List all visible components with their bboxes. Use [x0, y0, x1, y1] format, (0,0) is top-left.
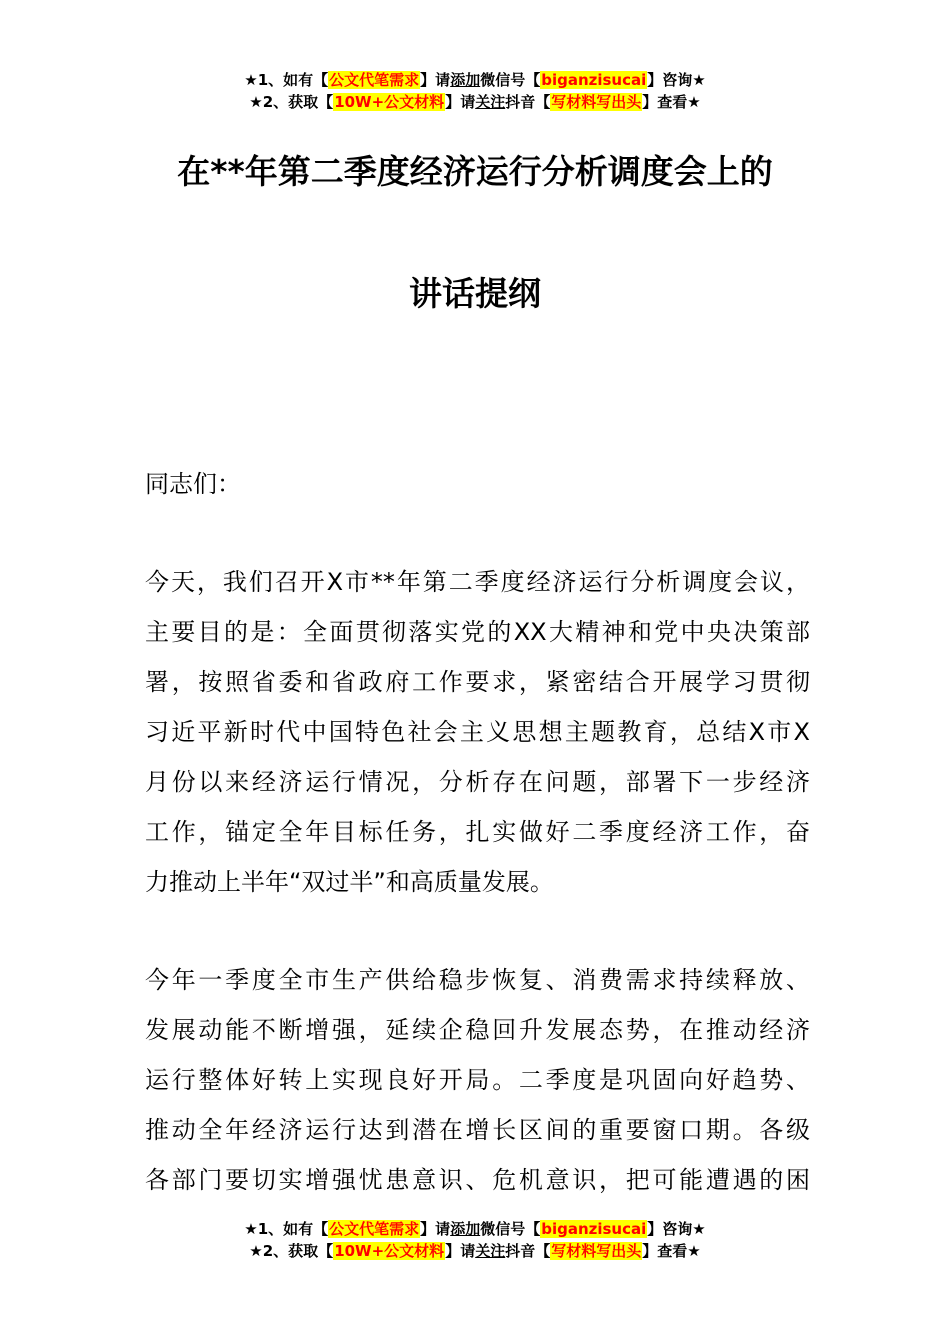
- banner-text: ★2、获取【: [249, 93, 334, 111]
- banner-highlight: 10W+公文材料: [334, 93, 445, 111]
- banner-text: 抖音【: [505, 1242, 551, 1260]
- paragraph-2: [145, 955, 810, 1205]
- banner-highlight: biganzisucai: [541, 1220, 647, 1238]
- banner-highlight: 10W+公文材料: [334, 1242, 445, 1260]
- footer-banner: [0, 1218, 950, 1262]
- banner-text: ★1、如有【: [244, 1220, 329, 1238]
- banner-text: 】请: [445, 93, 476, 111]
- banner-text: 】请: [445, 1242, 476, 1260]
- banner-emphasis: 添加: [450, 1220, 481, 1238]
- paragraph-line: 运行整体好转上实现良好开局。二季度是巩固向好趋势、: [145, 1066, 810, 1094]
- paragraph-line: 各部门要切实增强忧患意识、危机意识，把可能遭遇的困: [145, 1166, 810, 1194]
- banner-line-1: [0, 1218, 950, 1240]
- paragraph-line: 力推动上半年“双过半”和高质量发展。: [145, 868, 554, 896]
- paragraph-line: 习近平新时代中国特色社会主义思想主题教育，总结X市X: [145, 718, 810, 746]
- paragraph-line: 月份以来经济运行情况，分析存在问题，部署下一步经济: [145, 768, 810, 796]
- banner-highlight: 写材料写出头: [551, 1242, 642, 1260]
- banner-text: 】咨询★: [647, 1220, 706, 1238]
- banner-line-1: [0, 69, 950, 91]
- paragraph-line: 推动全年经济运行达到潜在增长区间的重要窗口期。各级: [145, 1116, 810, 1144]
- banner-emphasis: 关注: [475, 1242, 506, 1260]
- paragraph-line: 工作，锚定全年目标任务，扎实做好二季度经济工作，奋: [145, 818, 810, 846]
- paragraph-line: 署，按照省委和省政府工作要求，紧密结合开展学习贯彻: [145, 668, 810, 696]
- banner-text: ★1、如有【: [244, 71, 329, 89]
- banner-text: 】查看★: [642, 93, 701, 111]
- banner-emphasis: 添加: [450, 71, 481, 89]
- banner-text: 抖音【: [505, 93, 551, 111]
- paragraph-line: 发展动能不断增强，延续企稳回升发展态势，在推动经济: [145, 1016, 810, 1044]
- paragraph-line: 今天，我们召开X市**年第二季度经济运行分析调度会议，: [145, 568, 810, 596]
- paragraph-1: [145, 557, 810, 907]
- banner-text: ★2、获取【: [249, 1242, 334, 1260]
- banner-text: 微信号【: [480, 1220, 541, 1238]
- paragraph-line: 今年一季度全市生产供给稳步恢复、消费需求持续释放、: [145, 966, 810, 994]
- header-banner: [0, 69, 950, 113]
- banner-highlight: 公文代笔需求: [329, 71, 420, 89]
- banner-highlight: 写材料写出头: [551, 93, 642, 111]
- banner-text: 】咨询★: [647, 71, 706, 89]
- document-title-line-2: 讲话提纲: [409, 274, 541, 313]
- document-title-line-1: 在**年第二季度经济运行分析调度会上的: [177, 152, 773, 191]
- banner-line-2: [0, 1240, 950, 1262]
- banner-text: 】请: [420, 71, 451, 89]
- banner-highlight: biganzisucai: [541, 71, 647, 89]
- banner-emphasis: 关注: [475, 93, 506, 111]
- banner-highlight: 公文代笔需求: [329, 1220, 420, 1238]
- salutation: 同志们：: [145, 470, 241, 498]
- banner-line-2: [0, 91, 950, 113]
- paragraph-line: 主要目的是：全面贯彻落实党的XX大精神和党中央决策部: [145, 618, 810, 646]
- banner-text: 】请: [420, 1220, 451, 1238]
- banner-text: 】查看★: [642, 1242, 701, 1260]
- banner-text: 微信号【: [480, 71, 541, 89]
